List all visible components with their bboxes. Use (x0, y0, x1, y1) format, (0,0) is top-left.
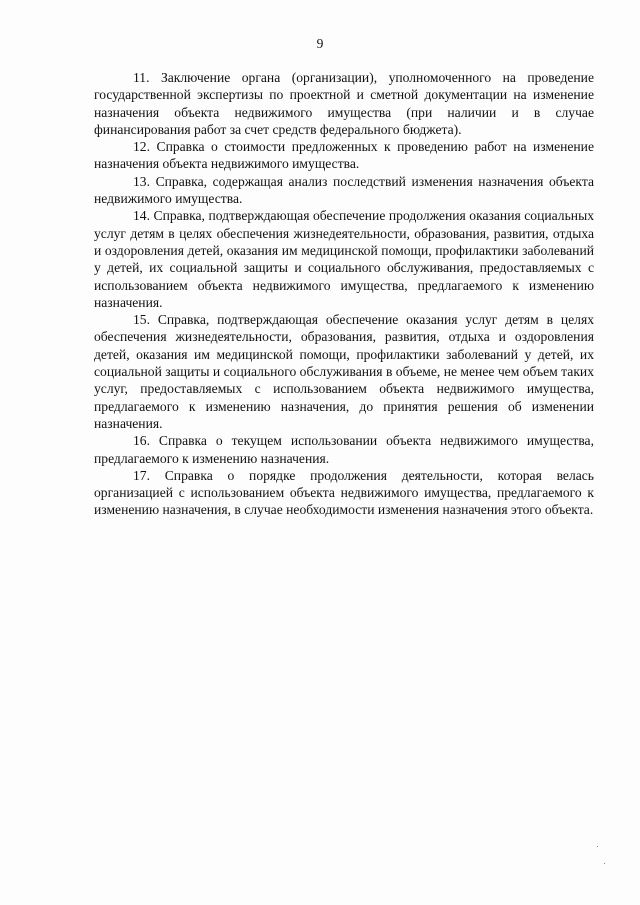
scan-speck (604, 863, 605, 864)
paragraph-14: 14. Справка, подтверждающая обеспечение продолжения оказания социальных услуг детям в целях обеспечения жизнедеятельности, образования, развития, отдыха и оздоровления детей, оказания им медицинской помощи, профилактики заболеваний у детей, их социальной защиты и социального обслуживания, предоставляемых с использованием объекта недвижимого имущества, предлагаемого к изменению назначения. (94, 208, 594, 310)
document-body (94, 69, 594, 519)
scan-speck (597, 846, 598, 847)
paragraph-13: 13. Справка, содержащая анализ последствий изменения назначения объекта недвижимого имущества. (94, 173, 594, 207)
paragraph-11: 11. Заключение органа (организации), уполномоченного на проведение государственной экспертизы по проектной и сметной документации на изменение назначения объекта недвижимого имущества (при наличии и в случае финансирования работ за счет средств федерального бюджета). (94, 70, 594, 137)
paragraph-12: 12. Справка о стоимости предложенных к проведению работ на изменение назначения объекта недвижимого имущества. (94, 139, 594, 172)
paragraph-17: 17. Справка о порядке продолжения деятельности, которая велась организацией с использованием объекта недвижимого имущества, предлагаемого к изменению назначения, в случае необходимости изменения назначения этого объекта. (94, 467, 594, 518)
page-number: 9 (316, 36, 324, 51)
paragraph-15: 15. Справка, подтверждающая обеспечение оказания услуг детям в целях обеспечения жизнедеятельности, образования, развития, отдыха и оздоровления детей, оказания им медицинской помощи, профилактики заболеваний у детей, их социальной защиты и социального обслуживания в объеме, не менее чем объем таких услуг, предоставляемых с использованием объекта недвижимого имущества, предлагаемого к изменению назначения, до принятия решения об изменении назначения. (94, 312, 594, 431)
paragraph-16: 16. Справка о текущем использовании объекта недвижимого имущества, предлагаемого к изменению назначения. (94, 433, 594, 466)
